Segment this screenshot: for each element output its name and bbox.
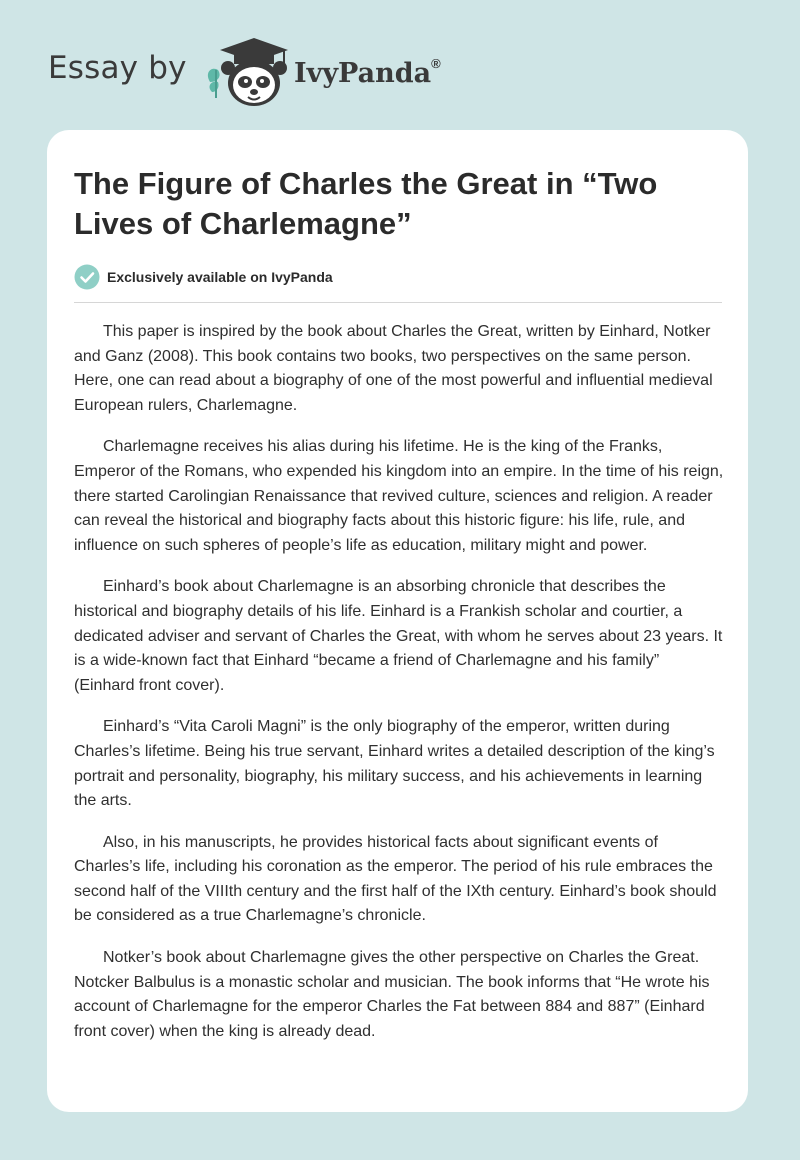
exclusive-text: Exclusively available on IvyPanda xyxy=(107,269,333,285)
essay-body xyxy=(74,320,724,1061)
paragraph: Charlemagne receives his alias during his lifetime. He is the king of the Franks, Emperor of the Romans, who expended his kingdom into an empire. In the time of his reign, there started Carolingian Renaissance that revived culture, sciences and religion. A reader can reveal the historical and biography facts about this historic figure: his life, rule, and influence on such spheres of people’s life as education, military might and power. xyxy=(74,438,724,554)
paragraph: Einhard’s book about Charlemagne is an absorbing chronicle that describes the historical and biography details of his life. Einhard is a Frankish scholar and courtier, a dedicated adviser and servant of Charles the Great, with whom he serves about 23 years. It is a wide-known fact that Einhard “became a friend of Charlemagne and his family” (Einhard front cover). xyxy=(74,578,723,694)
check-circle-icon xyxy=(74,264,100,290)
panda-graduate-icon[interactable] xyxy=(200,36,290,108)
page-title: The Figure of Charles the Great in “Two Lives of Charlemagne” xyxy=(74,166,658,241)
divider xyxy=(74,302,722,303)
essay-by-label: Essay by xyxy=(48,50,187,86)
paragraph: Also, in his manuscripts, he provides historical facts about significant events of Charles’s life, including his coronation as the emperor. The period of his rule embraces the second half of the VIIIth century and the first half of the IXth century. Einhard’s book should be considered as a true Charlemagne’s chronicle. xyxy=(74,833,717,925)
paragraph: Notker’s book about Charlemagne gives the other perspective on Charles the Great. Notcker Balbulus is a monastic scholar and musician. The book informs that “He wrote his account of Charlemagne for the emperor Charles the Fat between 884 and 887” (Einhard front cover) when the king is already dead. xyxy=(74,949,710,1040)
paragraph: This paper is inspired by the book about Charles the Great, written by Einhard, Notker and Ganz (2008). This book contains two books, two perspectives on the same person. Here, one can read about a biography of one of the most powerful and influential medieval European rulers, Charlemagne. xyxy=(74,323,713,414)
paragraph: Einhard’s “Vita Caroli Magni” is the only biography of the emperor, written during Charles’s lifetime. Being his true servant, Einhard writes a detailed description of the king’s portrait and personality, biography, his military success, and his achievements in learning the arts. xyxy=(74,718,715,810)
registered-mark: ® xyxy=(431,56,441,71)
essay-card xyxy=(47,130,748,1112)
brand-name[interactable]: IvyPanda® xyxy=(294,56,441,89)
site-header xyxy=(48,36,548,108)
